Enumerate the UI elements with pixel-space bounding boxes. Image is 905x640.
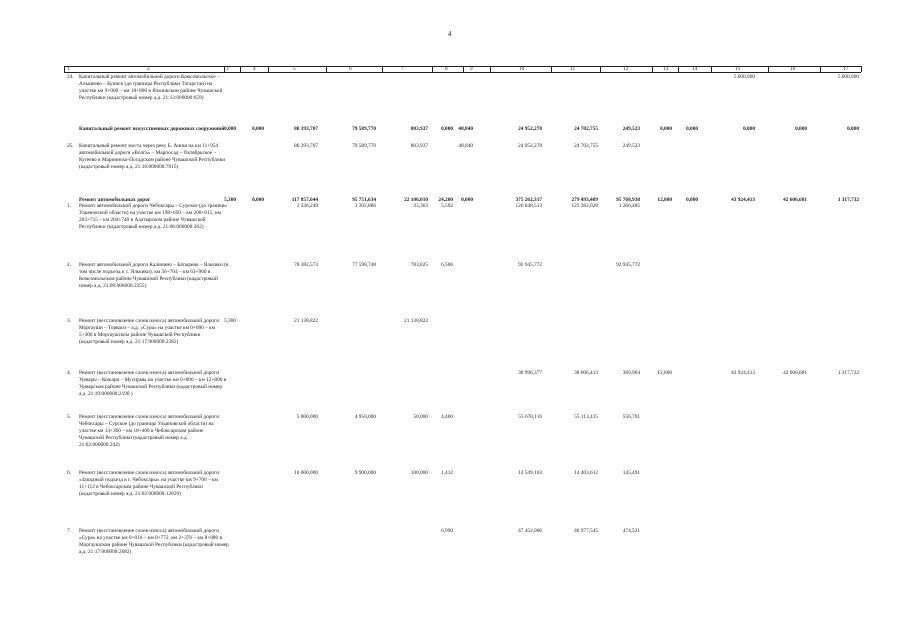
cell-c6: 79 589,770 — [352, 126, 376, 132]
column-header-number: 11 — [570, 66, 576, 72]
column-header-number: 15 — [735, 66, 741, 72]
cell-c12: 556,701 — [622, 414, 640, 420]
column-divider — [64, 66, 65, 72]
cell-c7: 803,937 — [410, 143, 428, 149]
cell-c6: 3 302,886 — [354, 203, 376, 209]
cell-c5: 5 000,000 — [296, 414, 318, 420]
column-header-number: 9 — [470, 66, 473, 72]
cell-c5: 3 336,249 — [296, 203, 318, 209]
cell-c8: 6,506 — [441, 262, 453, 268]
cell-c8: 5,592 — [441, 203, 453, 209]
cell-c13: 12,800 — [657, 370, 672, 376]
column-header-number: 16 — [790, 66, 796, 72]
column-divider — [432, 66, 433, 72]
cell-c12: 389,964 — [622, 370, 640, 376]
column-divider — [268, 66, 269, 72]
row-number: 24. — [67, 74, 74, 80]
row-number: 5. — [67, 414, 71, 420]
row-number: 6. — [67, 470, 71, 476]
cell-c11: 279 493,409 — [571, 197, 598, 203]
row-description: Ремонт (восстановление слоев износа) автомобильной дороги «Западный подъезд к г. Чебоксары» на участке км 9+700 – км 11+112 в Чебоксарском районе Чувашской Республики (кадастровый номер а.д. 21:02:000000:12829) — [79, 470, 220, 498]
cell-c6: 9 900,000 — [354, 470, 376, 476]
cell-c8: 1,412 — [441, 470, 453, 476]
column-divider — [240, 66, 241, 72]
column-divider — [820, 66, 821, 72]
row-number: 4. — [67, 370, 71, 376]
row-description: Ремонт автомобильной дороги Чебоксары – Сурское (до границы Ульяновской области) на участке км 198+650 – км 200+015, км 203+715 – км 204+740 в Алатырском районе Чувашской Республики (кадастровый номер а.д. 21:06:000000:262) — [79, 203, 227, 231]
row-description: Ремонт (восстановление слоев износа) автомобильной дороги Урмары – Кожари – Мусирмы на участке км 0+000 – км 12+800 в Урмарском районе Чувашской Республики (кадастровый номер а.д. 21:19:000000:2190 ) — [79, 370, 227, 398]
cell-c11: 46 977,545 — [574, 528, 598, 534]
cell-c9: 48,840 — [458, 126, 473, 132]
cell-c7: 50,000 — [413, 414, 428, 420]
cell-c10: 92 945,772 — [518, 262, 542, 268]
row-number: 2. — [67, 262, 71, 268]
cell-c7: 783,825 — [410, 262, 428, 268]
column-divider — [678, 66, 679, 72]
cell-c5: 80 393,707 — [294, 143, 318, 149]
cell-c4: 0,000 — [252, 126, 264, 132]
cell-c12: 92 945,772 — [616, 262, 640, 268]
column-header-number: 6 — [349, 66, 352, 72]
column-header-number: 12 — [623, 66, 629, 72]
cell-c7: 21 138,822 — [404, 318, 428, 324]
cell-c17: 1 317,732 — [837, 197, 859, 203]
row-description: Капитальный ремонт моста через реку Б. Аниш на км 11+954 автомобильной дороги «Волга» – Марпосад – Октябрьское – Кугеево в Мариинско-Посадском районе Чувашской Республики (кадастровый номер а.д. 21:16:000000:7615) — [79, 143, 226, 171]
row-number: 3. — [67, 318, 71, 324]
row-description: Ремонт автомобильных дорог — [79, 197, 151, 203]
column-header-number: 4 — [253, 66, 256, 72]
cell-c12: 95 768,938 — [616, 197, 640, 203]
cell-c8: 6,990 — [441, 528, 453, 534]
cell-c10: 24 952,278 — [518, 143, 542, 149]
cell-c3: 5,300 — [224, 318, 236, 324]
cell-c12: 1 266,485 — [618, 203, 640, 209]
cell-c11: 55 113,415 — [574, 414, 598, 420]
cell-c15: 43 924,413 — [731, 197, 755, 203]
cell-c5: 78 382,573 — [294, 262, 318, 268]
cell-c12: 474,521 — [622, 528, 640, 534]
cell-c7: 22 106,010 — [404, 197, 428, 203]
column-divider — [224, 66, 225, 72]
page-number: 4 — [448, 30, 452, 38]
cell-c5: 80 393,707 — [294, 126, 318, 132]
column-header-number: 8 — [445, 66, 448, 72]
cell-c14: 0,000 — [686, 126, 698, 132]
cell-c15: 0,000 — [743, 126, 755, 132]
column-header-number: 3 — [226, 66, 229, 72]
cell-c15: 43 924,413 — [731, 370, 755, 376]
cell-c5: 21 138,822 — [294, 318, 318, 324]
cell-c7: 33,363 — [413, 203, 428, 209]
column-divider — [600, 66, 601, 72]
cell-c9: 48,840 — [458, 143, 473, 149]
column-divider — [768, 66, 769, 72]
cell-c16: 42 606,681 — [783, 197, 807, 203]
cell-c9: 0,000 — [461, 197, 473, 203]
cell-c10: 24 952,278 — [518, 126, 542, 132]
cell-c17: 5 000,000 — [837, 74, 859, 80]
cell-c17: 0,000 — [847, 126, 859, 132]
cell-c6: 77 598,748 — [352, 262, 376, 268]
cell-c8: 0,000 — [441, 126, 453, 132]
cell-c11: 125 382,028 — [571, 203, 598, 209]
column-header-number: 5 — [293, 66, 296, 72]
column-header-number: 1 — [67, 66, 70, 72]
column-divider — [551, 66, 552, 72]
cell-c13: 0,000 — [660, 126, 672, 132]
column-header-number: 10 — [519, 66, 525, 72]
cell-c12: 145,491 — [622, 470, 640, 476]
row-number: 1. — [67, 203, 71, 209]
cell-c6: 95 751,634 — [352, 197, 376, 203]
column-divider — [711, 66, 712, 72]
column-header-number: 2 — [147, 66, 150, 72]
cell-c16: 42 606,681 — [783, 370, 807, 376]
cell-c11: 24 702,755 — [574, 126, 598, 132]
cell-c5: 117 857,644 — [291, 197, 318, 203]
cell-c3: 0,000 — [224, 126, 236, 132]
cell-c10: 55 670,116 — [518, 414, 542, 420]
column-header-number: 17 — [843, 66, 849, 72]
cell-c17: 1 317,732 — [837, 370, 859, 376]
cell-c10: 375 262,317 — [515, 197, 542, 203]
cell-c10: 47 452,066 — [518, 528, 542, 534]
cell-c11: 38 606,413 — [574, 370, 598, 376]
row-number: 7. — [67, 528, 71, 534]
cell-c12: 249,523 — [622, 126, 640, 132]
cell-c6: 4 950,000 — [354, 414, 376, 420]
cell-c6: 79 589,770 — [352, 143, 376, 149]
cell-c16: 0,000 — [795, 126, 807, 132]
cell-c4: 0,000 — [252, 197, 264, 203]
cell-c8: 4,400 — [441, 414, 453, 420]
cell-c7: 100,000 — [410, 470, 428, 476]
column-divider — [463, 66, 464, 72]
cell-c3: 5,300 — [224, 197, 236, 203]
cell-c11: 24 702,755 — [574, 143, 598, 149]
row-description: Ремонт (восстановление слоев износа) автомобильной дороги Моргауши – Торваси – а.д. «Сура» на участке км 0+000 – км 5+300 в Моргаушском районе Чувашской Республики (кадастровый номер а.д. 21:17:000000:2382) — [79, 318, 220, 346]
cell-c11: 14 403,612 — [574, 470, 598, 476]
column-header-number: 7 — [401, 66, 404, 72]
column-divider — [861, 66, 862, 72]
row-description: Ремонт (восстановление слоев износа) автомобильной дороги Чебоксары – Сурское (до границы Ульяновской области) на участке км 14+360 – км 18+400 в Чебоксарском районе Чувашской Республики (кадастровый номер а.д. 21:02:000000:242) — [79, 414, 220, 449]
row-number: 25. — [67, 143, 74, 149]
cell-c10: 126 648,513 — [515, 203, 542, 209]
row-description: Капитальный ремонт автомобильной дороги Комсомольское – Альшеево – Буинск (до границы Республики Татарстан) на участке км 9+000 – км 18+800 в Яльчикском районе Чувашской Республики (кадастровый номер а.д. 21:13:000000:659) — [79, 74, 223, 102]
column-header-number: 14 — [692, 66, 698, 72]
column-divider — [326, 66, 327, 72]
header-bottom-line — [64, 72, 861, 73]
column-header-number: 13 — [663, 66, 669, 72]
cell-c12: 249,523 — [622, 143, 640, 149]
cell-c7: 803,937 — [410, 126, 428, 132]
cell-c15: 5 000,000 — [733, 74, 755, 80]
column-divider — [490, 66, 491, 72]
row-description: Ремонт автомобильной дороги Калинино – Батырево – Яльчики (в том числе подъезд к с. Яльчики), км 56+704 – км 63+900 в Комсомольском районе Чувашской Республики (кадастровый номер а.д. 21:09:000000:2355) — [79, 262, 229, 290]
cell-c10: 38 996,377 — [518, 370, 542, 376]
cell-c13: 12,800 — [657, 197, 672, 203]
cell-c5: 10 000,000 — [294, 470, 318, 476]
row-description: Ремонт (восстановление слоев износа) автомобильной дороги «Сура» на участке км 0+016 – км 0+772, км 2+376 – км 8+880 в Моргаушском районе Чувашской Республики (кадастровый номер а.д. 21:17:000000:2682) — [79, 528, 229, 556]
row-description: Капитальный ремонт искусственных дорожных сооружений — [79, 126, 225, 132]
column-divider — [382, 66, 383, 72]
column-divider — [652, 66, 653, 72]
cell-c8: 24,200 — [438, 197, 453, 203]
cell-c10: 14 549,103 — [518, 470, 542, 476]
cell-c14: 0,000 — [686, 197, 698, 203]
